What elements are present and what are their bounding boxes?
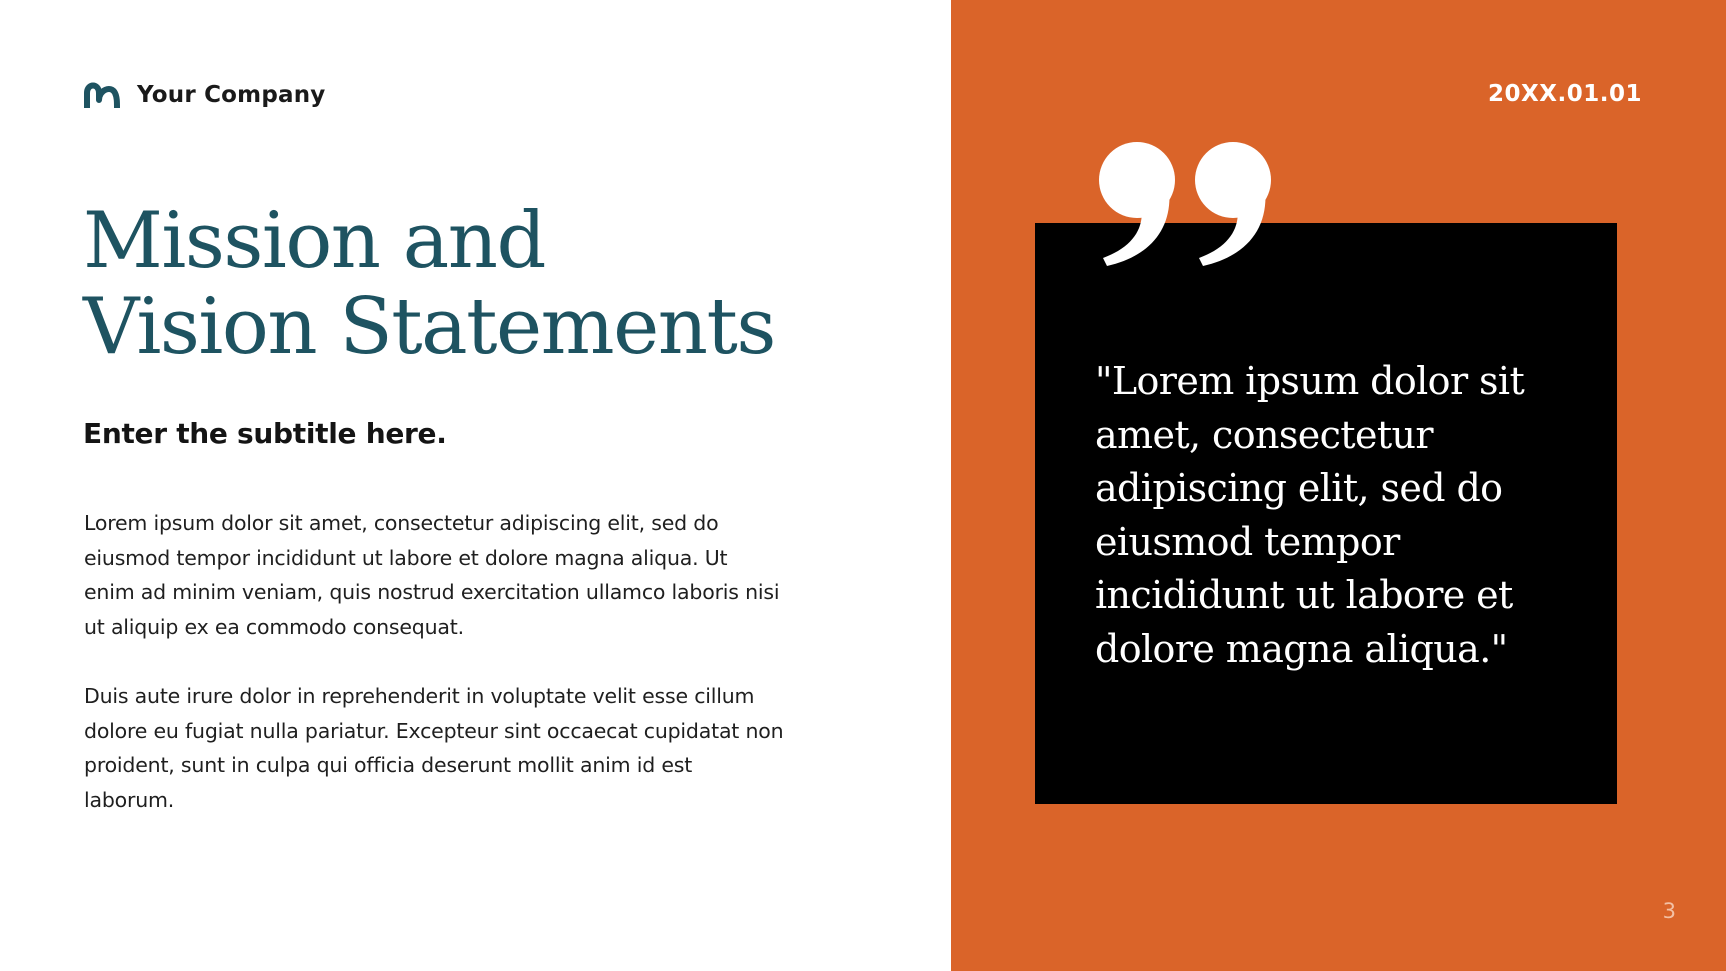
subtitle: Enter the subtitle here. [83, 417, 447, 450]
quote-text: "Lorem ipsum dolor sit amet, consectetur adipiscing elit, sed do eiusmod tempor incididunt ut labore et dolore magna aliqua." [1095, 359, 1525, 671]
quotation-mark-icon [1091, 138, 1281, 266]
page-title [83, 198, 775, 370]
body-paragraph-2: Duis aute irure dolor in reprehenderit in voluptate velit esse cillum dolore eu fugiat nulla pariatur. Excepteur sint occaecat cupidatat non proident, sunt in culpa qui officia deserunt mollit anim id est laborum. [84, 684, 784, 812]
title-line-1: Mission and [83, 196, 545, 286]
right-panel [951, 0, 1726, 971]
title-line-2: Vision Statements [83, 282, 775, 372]
date-label: 20XX.01.01 [1488, 81, 1642, 107]
company-name: Your Company [137, 82, 326, 108]
body-paragraph-1: Lorem ipsum dolor sit amet, consectetur adipiscing elit, sed do eiusmod tempor incididunt ut labore et dolore magna aliqua. Ut enim ad minim veniam, quis nostrud exercitation ullamco laboris nisi ut aliquip ex ea commodo consequat. [84, 511, 780, 639]
m-logo-icon [83, 80, 125, 110]
company-logo [83, 80, 325, 110]
page-number: 3 [1662, 899, 1676, 923]
